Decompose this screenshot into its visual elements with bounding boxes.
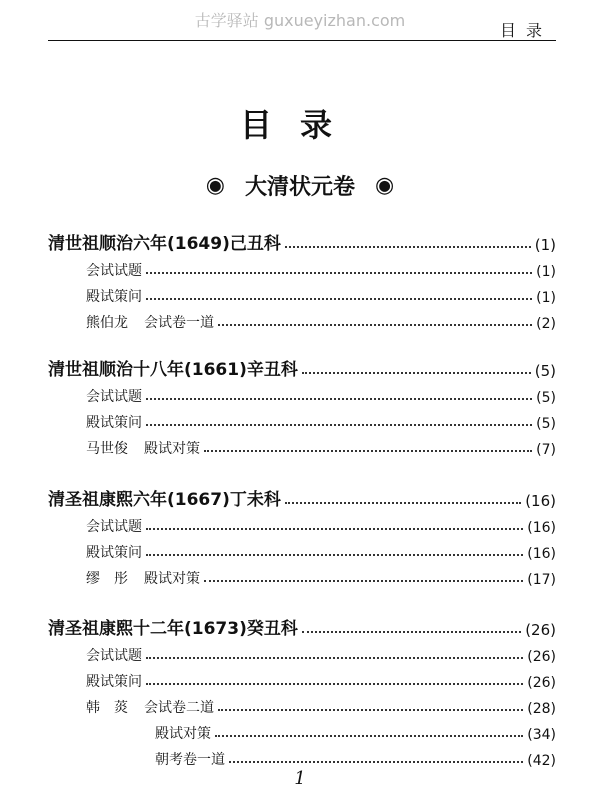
toc-label: 殿试对策 [155,726,211,742]
toc-label [86,697,214,717]
watermark: 古学驿站 guxueyizhan.com [194,11,406,30]
toc-entry-exam-1673[interactable] [48,615,556,639]
toc-label: 殿试策问 [86,289,142,305]
toc-label: 会试试题 [86,263,142,279]
toc-page: (42) [527,753,556,769]
toc-label [86,438,200,458]
toc-page: (17) [527,572,556,588]
toc-page: (1) [536,264,556,280]
toc-page: (26) [527,675,556,691]
toc-label: 清世祖顺治六年(1649)己丑科 [48,234,281,254]
toc-entry-exam-1649[interactable] [48,230,556,254]
toc-entry[interactable] [86,693,556,717]
toc-entry[interactable] [86,564,556,588]
toc-entry[interactable] [86,667,556,691]
toc-item-title: 会试卷一道 [144,315,214,331]
toc-page: (26) [527,649,556,665]
dot-leader [146,528,523,530]
dot-leader [146,424,532,426]
toc-label: 殿试策问 [86,545,142,561]
dot-leader [146,298,532,300]
toc-label: 朝考卷一道 [155,752,225,768]
toc-entry-exam-1667[interactable] [48,486,556,510]
toc-page: (16) [525,492,556,510]
dot-leader [146,683,523,685]
toc-label: 清圣祖康熙十二年(1673)癸丑科 [48,619,298,639]
toc-entry[interactable] [86,282,556,306]
toc-page: (34) [527,727,556,743]
toc-label: 清世祖顺治十八年(1661)辛丑科 [48,360,298,380]
toc-entry[interactable] [86,382,556,406]
dot-leader [285,502,521,504]
dot-leader [146,272,532,274]
toc-person-name: 韩 菼 [86,700,128,716]
toc-person-name: 马世俊 [86,441,128,457]
toc-page: (2) [536,316,556,332]
toc-label: 清圣祖康熙六年(1667)丁未科 [48,490,281,510]
toc-entry[interactable] [86,308,556,332]
toc-entry-exam-1661[interactable] [48,356,556,380]
section-heading [0,170,600,201]
toc-label: 殿试策问 [86,674,142,690]
toc-label: 会试试题 [86,389,142,405]
toc-entry[interactable] [86,408,556,432]
toc-page: (1) [534,236,556,254]
toc-person-name: 熊伯龙 [86,315,128,331]
toc-label: 会试试题 [86,648,142,664]
dot-leader [146,554,523,556]
toc-item-title: 殿试对策 [144,571,200,587]
dot-leader [302,631,521,633]
dot-leader [218,709,523,711]
toc-page: (28) [527,701,556,717]
toc-entry[interactable] [86,512,556,536]
bullet-circle-icon: ◉ [205,173,225,198]
bullet-circle-icon: ◉ [375,173,395,198]
page-number: 1 [294,768,306,789]
section-title: 大清状元卷 [244,175,355,200]
toc-page: (16) [527,546,556,562]
toc-page: (5) [534,362,556,380]
toc-page: (16) [527,520,556,536]
toc-label: 殿试策问 [86,415,142,431]
running-header: 目录 [499,21,552,40]
toc-entry[interactable] [155,719,556,743]
dot-leader [204,450,532,452]
toc-label: 会试试题 [86,519,142,535]
dot-leader [229,761,523,763]
toc-entry[interactable] [86,538,556,562]
dot-leader [146,657,523,659]
page-title: 目录 [239,106,360,144]
toc-person-name: 缪 彤 [86,571,128,587]
toc-page: (26) [525,621,556,639]
toc-item-title: 会试卷二道 [144,700,214,716]
toc-page: (5) [536,416,556,432]
toc-entry[interactable] [86,641,556,665]
toc-page: (1) [536,290,556,306]
toc-entry[interactable] [86,256,556,280]
dot-leader [146,398,532,400]
toc-entry[interactable] [86,434,556,458]
toc-page: (5) [536,390,556,406]
dot-leader [215,735,523,737]
toc-label [86,312,214,332]
header-rule [48,40,556,41]
dot-leader [302,372,531,374]
toc-label [86,568,200,588]
dot-leader [218,324,532,326]
toc-entry[interactable] [155,745,556,769]
dot-leader [285,246,531,248]
toc-page: (7) [536,442,556,458]
dot-leader [204,580,523,582]
toc-item-title: 殿试对策 [144,441,200,457]
